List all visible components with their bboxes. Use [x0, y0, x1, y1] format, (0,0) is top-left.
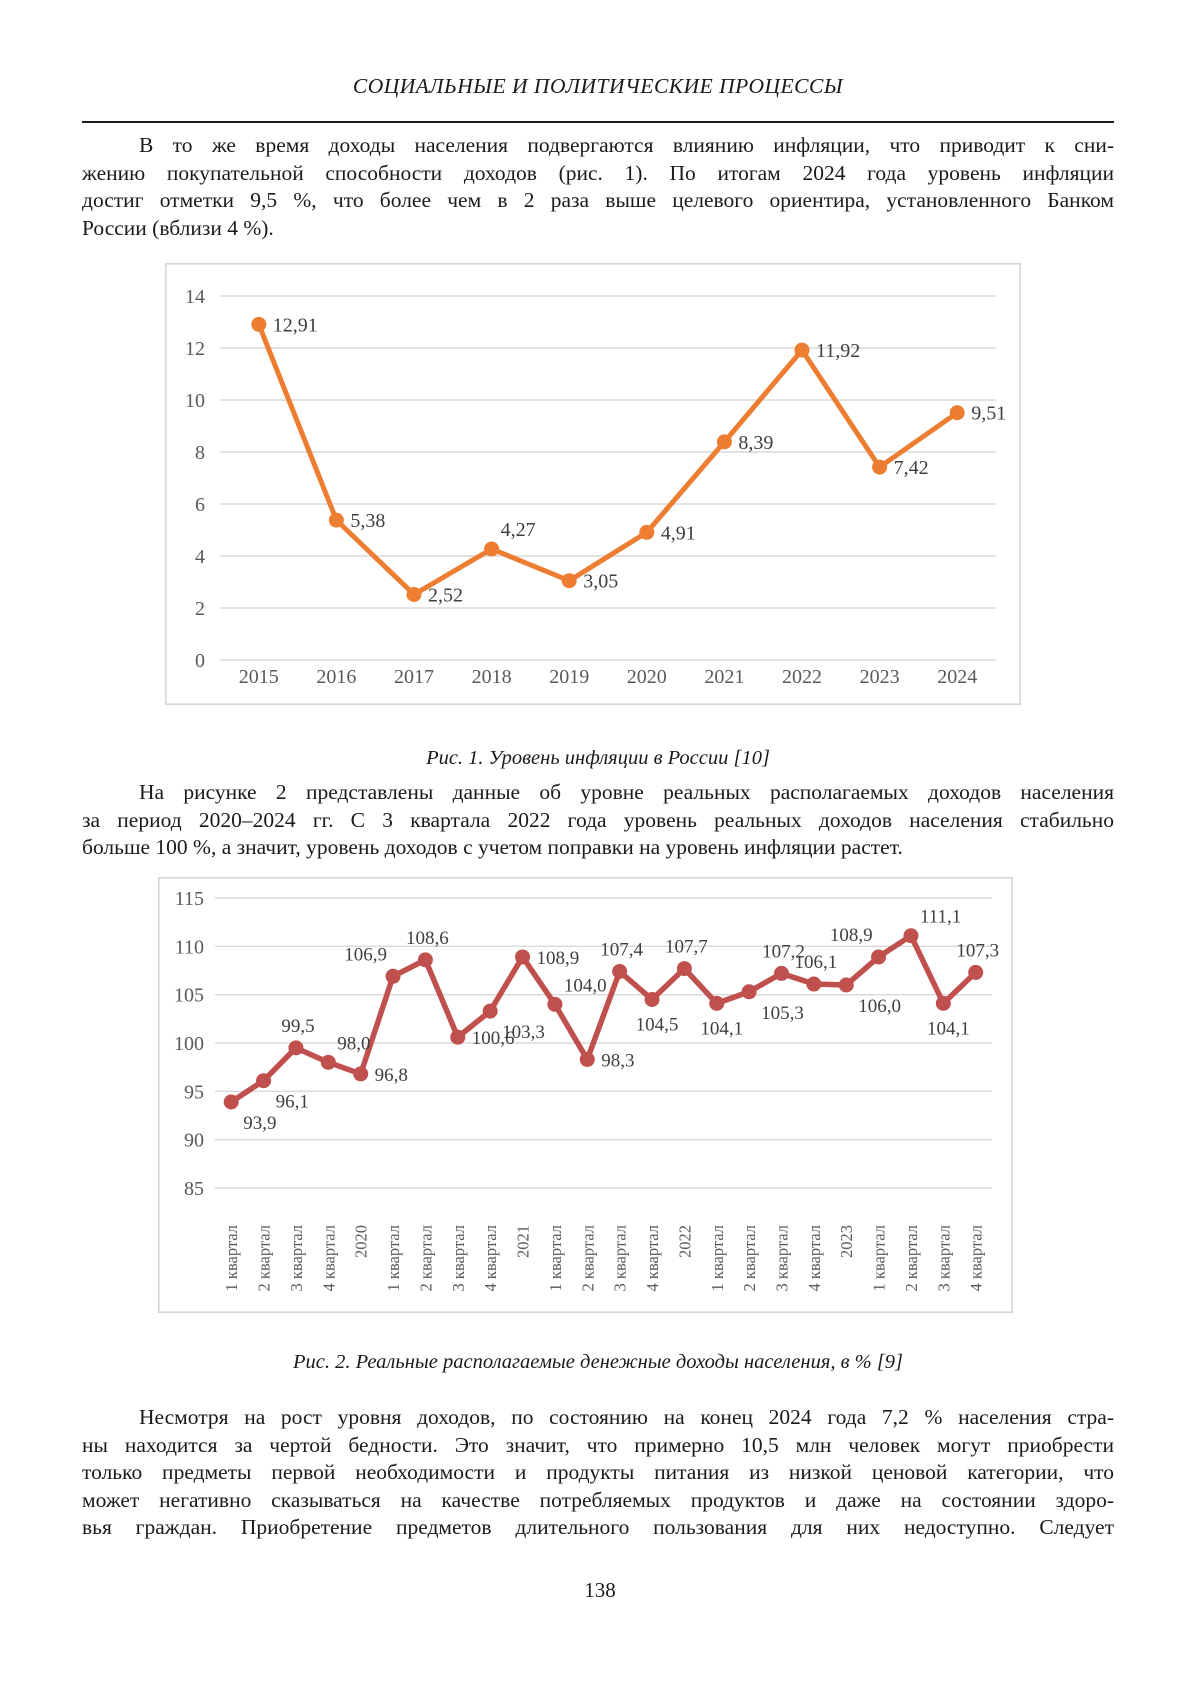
svg-text:107,3: 107,3 — [956, 940, 1000, 962]
svg-text:90: 90 — [184, 1129, 204, 1152]
svg-text:105,3: 105,3 — [761, 1002, 804, 1024]
svg-text:1 квартал: 1 квартал — [707, 1225, 727, 1292]
svg-text:3 квартал: 3 квартал — [610, 1225, 630, 1292]
svg-text:4: 4 — [195, 546, 205, 568]
svg-text:2022: 2022 — [782, 666, 822, 688]
svg-text:104,1: 104,1 — [700, 1018, 744, 1040]
page-number: 138 — [584, 1578, 616, 1602]
svg-text:100: 100 — [174, 1033, 204, 1055]
svg-text:1 квартал: 1 квартал — [545, 1225, 565, 1292]
svg-text:104,0: 104,0 — [563, 975, 607, 997]
svg-text:2020: 2020 — [351, 1225, 371, 1258]
svg-text:2 квартал: 2 квартал — [740, 1225, 760, 1292]
paragraph-poverty — [82, 1404, 1114, 1542]
svg-text:14: 14 — [185, 286, 205, 308]
svg-text:2 квартал: 2 квартал — [901, 1225, 921, 1292]
svg-text:3 квартал: 3 квартал — [448, 1225, 468, 1292]
svg-text:1 квартал: 1 квартал — [869, 1225, 889, 1292]
svg-text:2015: 2015 — [238, 666, 279, 688]
svg-text:106,9: 106,9 — [344, 944, 388, 966]
text-line: жению покупательной способности доходов (рис. 1). По итогам 2024 года уровень инфляции — [82, 160, 1114, 185]
figure-1 — [165, 263, 1021, 710]
text-line: может негативно сказываться на качестве потребляемых продуктов и даже на состоянии здоро- — [82, 1487, 1114, 1512]
svg-text:100,6: 100,6 — [471, 1028, 515, 1050]
svg-text:2024: 2024 — [937, 666, 978, 688]
svg-text:96,1: 96,1 — [275, 1091, 309, 1113]
svg-text:2018: 2018 — [471, 666, 512, 688]
svg-text:3 квартал: 3 квартал — [286, 1225, 306, 1292]
svg-text:106,0: 106,0 — [858, 996, 901, 1017]
paragraph-inflation — [82, 132, 1114, 242]
svg-text:2: 2 — [195, 598, 205, 620]
svg-text:85: 85 — [184, 1178, 204, 1200]
svg-text:4 квартал: 4 квартал — [319, 1225, 339, 1292]
svg-text:2 квартал: 2 квартал — [416, 1225, 436, 1292]
text-line: В то же время доходы населения подвергаются влиянию инфляции, что приводит к сни- — [139, 133, 1114, 157]
svg-text:4 квартал: 4 квартал — [481, 1225, 501, 1292]
svg-text:107,4: 107,4 — [600, 939, 644, 961]
text-line: вья граждан. Приобретение предметов длительного пользования для них недоступно. Следует — [82, 1515, 1114, 1539]
svg-text:9,51: 9,51 — [971, 402, 1007, 425]
svg-text:2017: 2017 — [394, 666, 434, 688]
svg-text:2016: 2016 — [316, 666, 357, 688]
header-rule — [82, 121, 1114, 123]
svg-text:12: 12 — [185, 338, 205, 360]
svg-text:115: 115 — [174, 888, 204, 910]
svg-text:108,9: 108,9 — [829, 924, 873, 946]
text-line: России (вблизи 4 %). — [82, 215, 274, 240]
svg-text:2023: 2023 — [837, 1225, 857, 1258]
svg-text:2,52: 2,52 — [428, 584, 463, 607]
svg-text:8,39: 8,39 — [738, 431, 774, 454]
svg-text:96,8: 96,8 — [374, 1064, 408, 1086]
svg-text:2022: 2022 — [675, 1225, 695, 1258]
paragraph-real-income — [82, 779, 1114, 862]
svg-text:99,5: 99,5 — [281, 1015, 315, 1037]
svg-text:12,91: 12,91 — [272, 314, 318, 337]
text-line: только предметы первой необходимости и продукты питания из низкой ценовой категории, что — [82, 1460, 1114, 1484]
svg-text:3 квартал: 3 квартал — [772, 1225, 792, 1292]
svg-text:3 квартал: 3 квартал — [934, 1225, 954, 1292]
svg-text:4 квартал: 4 квартал — [966, 1225, 986, 1292]
text-line: больше 100 %, а значит, уровень доходов с учетом поправки на уровень инфляции растет. — [82, 835, 903, 859]
svg-text:11,92: 11,92 — [816, 340, 861, 363]
svg-text:104,1: 104,1 — [926, 1018, 970, 1040]
svg-text:2 квартал: 2 квартал — [578, 1225, 598, 1292]
svg-text:4 квартал: 4 квартал — [643, 1225, 663, 1292]
running-header: СОЦИАЛЬНЫЕ И ПОЛИТИЧЕСКИЕ ПРОЦЕССЫ — [352, 74, 844, 98]
svg-text:98,0: 98,0 — [337, 1033, 371, 1055]
svg-text:6: 6 — [195, 494, 205, 516]
svg-text:2 квартал: 2 квартал — [254, 1225, 274, 1292]
svg-text:7,42: 7,42 — [893, 457, 929, 480]
text-line: достиг отметки 9,5 %, что более чем в 2 раза выше целевого ориентира, установленного Банком — [82, 188, 1114, 212]
svg-text:104,5: 104,5 — [635, 1014, 679, 1036]
svg-text:95: 95 — [184, 1081, 204, 1104]
svg-text:1 квартал: 1 квартал — [384, 1225, 404, 1292]
svg-text:2020: 2020 — [626, 666, 667, 688]
svg-text:98,3: 98,3 — [601, 1050, 635, 1072]
svg-text:10: 10 — [185, 390, 205, 412]
svg-text:2021: 2021 — [513, 1225, 533, 1258]
svg-text:108,6: 108,6 — [406, 927, 449, 949]
svg-text:110: 110 — [174, 936, 204, 959]
svg-text:105: 105 — [174, 984, 204, 1007]
svg-text:111,1: 111,1 — [919, 906, 962, 928]
svg-text:2019: 2019 — [549, 666, 590, 688]
figure-2 — [158, 877, 1013, 1318]
text-line: На рисунке 2 представлены данные об уровне реальных располагаемых доходов населения — [139, 780, 1114, 804]
text-line: за период 2020–2024 гг. С 3 квартала 2022 года уровень реальных доходов населения стабильно — [82, 807, 1114, 832]
svg-text:93,9: 93,9 — [243, 1112, 277, 1134]
real-income-line-chart — [158, 877, 1013, 1313]
svg-text:107,7: 107,7 — [665, 936, 708, 958]
svg-text:2023: 2023 — [859, 666, 900, 688]
text-line: ны находится за чертой бедности. Это значит, что примерно 10,5 млн человек могут приобрести — [82, 1432, 1114, 1457]
svg-text:0: 0 — [195, 650, 205, 672]
svg-text:1 квартал: 1 квартал — [222, 1225, 242, 1292]
figure-2-caption: Рис. 2. Реальные располагаемые денежные доходы населения, в % [9] — [292, 1351, 904, 1373]
svg-text:4,91: 4,91 — [660, 522, 696, 545]
svg-text:107,2: 107,2 — [762, 941, 805, 963]
text-line: Несмотря на рост уровня доходов, по состоянию на конец 2024 года 7,2 % населения стра- — [139, 1405, 1114, 1429]
svg-text:108,9: 108,9 — [536, 947, 580, 969]
svg-text:4,27: 4,27 — [500, 518, 536, 541]
inflation-line-chart — [165, 263, 1021, 705]
svg-text:2021: 2021 — [704, 666, 745, 688]
svg-text:106,1: 106,1 — [794, 952, 838, 974]
svg-text:8: 8 — [195, 442, 205, 464]
svg-text:103,3: 103,3 — [502, 1022, 545, 1044]
svg-text:4 квартал: 4 квартал — [804, 1225, 824, 1292]
svg-text:5,38: 5,38 — [350, 510, 386, 533]
svg-text:3,05: 3,05 — [583, 570, 619, 593]
figure-1-caption: Рис. 1. Уровень инфляции в России [10] — [426, 747, 770, 769]
